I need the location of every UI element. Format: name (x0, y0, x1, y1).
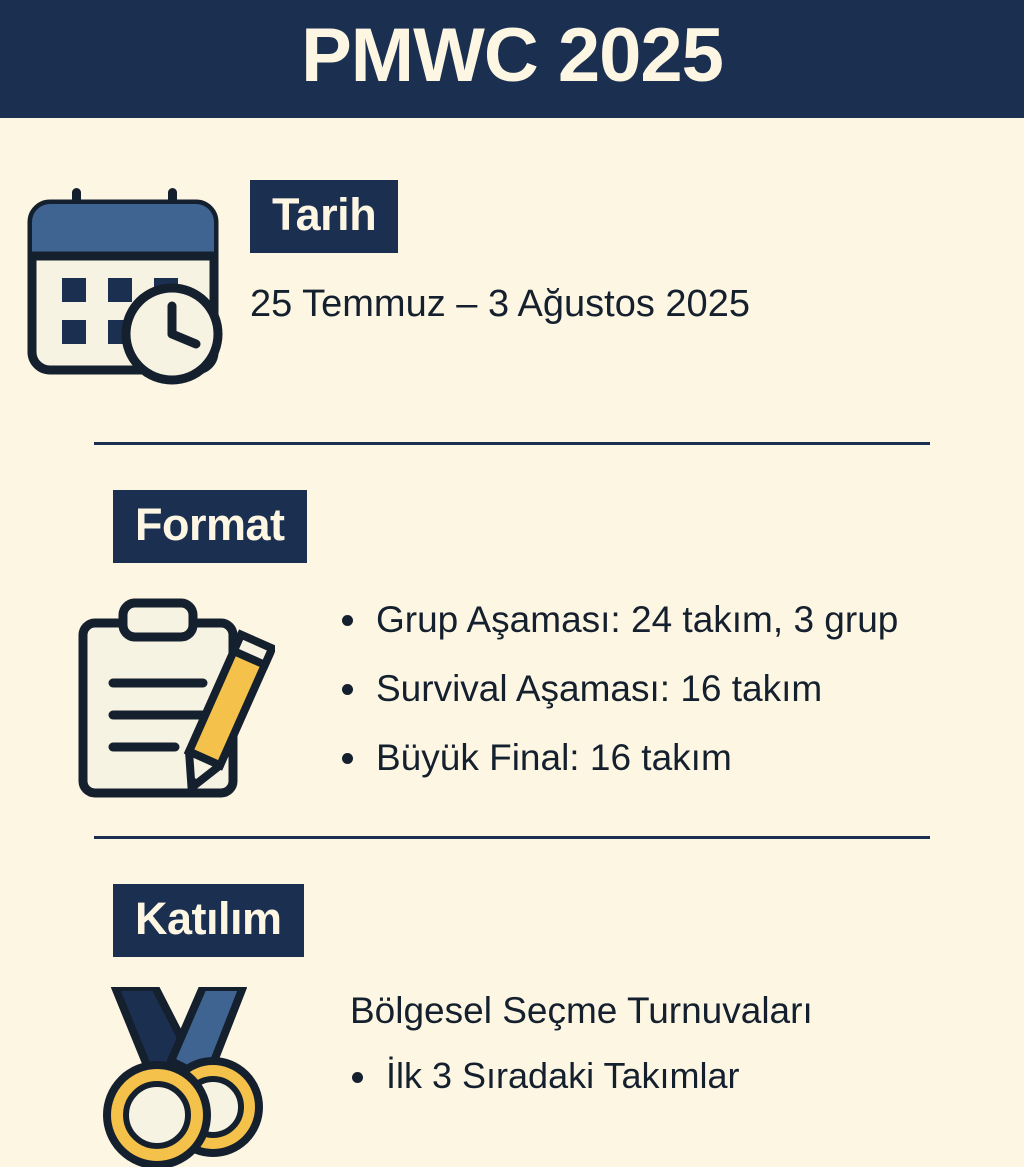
badge-format: Format (113, 490, 307, 563)
infographic-content (0, 118, 1024, 1167)
katilim-bullet-list (350, 1054, 984, 1096)
katilim-list-wrap (350, 987, 1024, 1116)
page-title: PMWC 2025 (301, 13, 723, 98)
calendar-clock-icon (0, 180, 250, 386)
badge-katilim: Katılım (113, 884, 304, 957)
format-bullet-list (340, 601, 984, 776)
tarih-value: 25 Temmuz – 3 Ağustos 2025 (250, 283, 750, 325)
section-katilim (0, 839, 1024, 1167)
format-list-wrap (340, 595, 1024, 808)
format-badge-row (0, 490, 1024, 563)
page-header (0, 0, 1024, 118)
katilim-lead-text: Bölgesel Seçme Turnuvaları (350, 990, 813, 1031)
katilim-badge-row (0, 884, 1024, 957)
badge-tarih: Tarih (250, 180, 398, 253)
list-item: Grup Aşaması: 24 takım, 3 grup (340, 601, 984, 638)
list-item: İlk 3 Sıradaki Takımlar (350, 1058, 984, 1094)
list-item: Büyük Final: 16 takım (340, 739, 984, 776)
clipboard-pencil-icon (0, 595, 340, 805)
section-format (0, 445, 1024, 808)
list-item: Survival Aşaması: 16 takım (340, 670, 984, 707)
tarih-text-block (250, 180, 1024, 332)
medals-icon (0, 987, 350, 1167)
section-tarih (0, 118, 1024, 386)
